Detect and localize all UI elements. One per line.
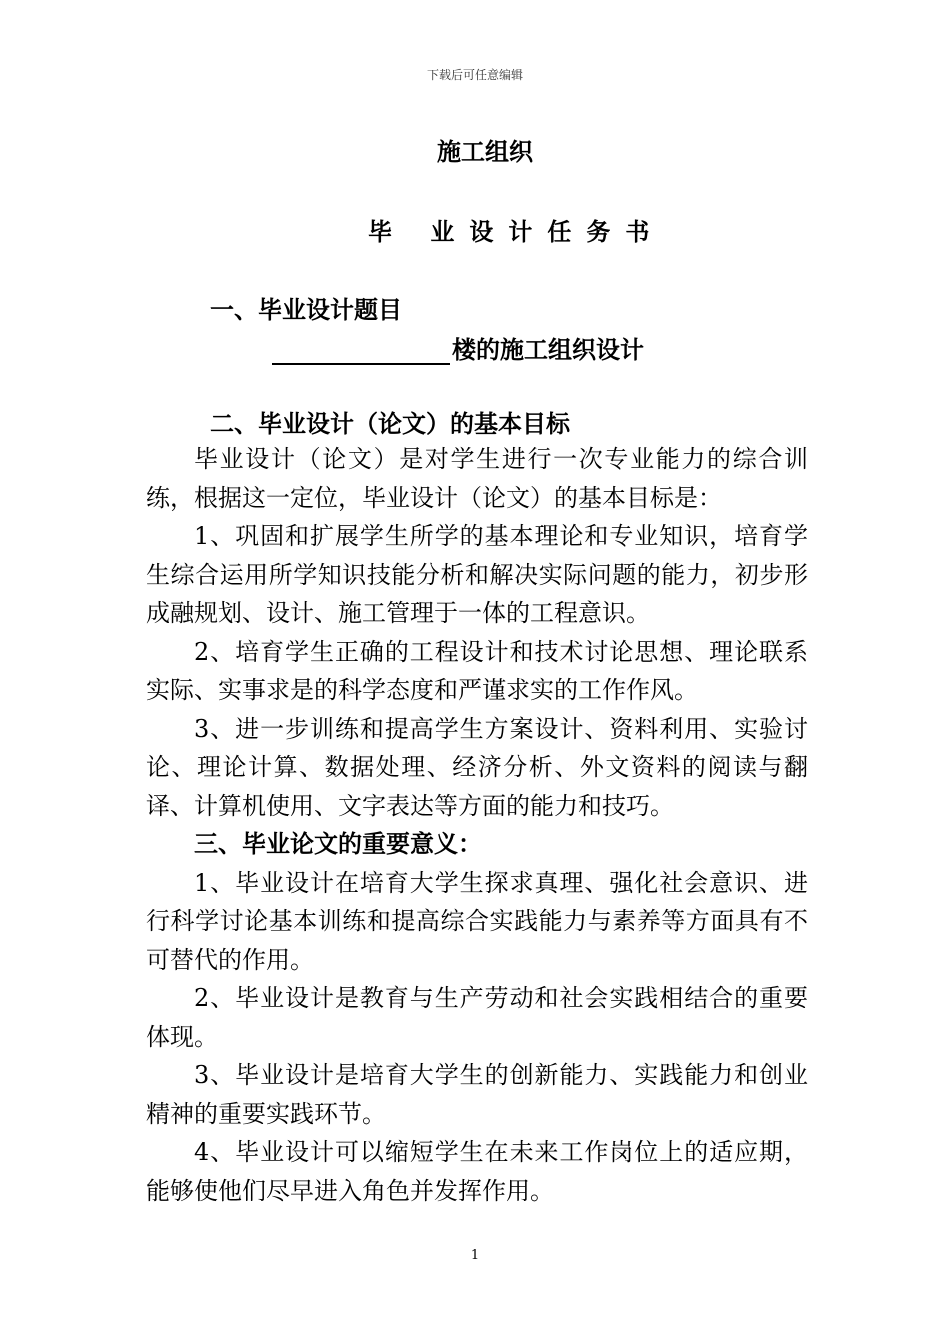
section3-heading: 三、毕业论文的重要意义：	[194, 830, 482, 858]
section3-item-3: 3、毕业设计是培育大学生的创新能力、实践能力和创业精神的重要实践环节。	[146, 1061, 808, 1128]
section3-item-4: 4、毕业设计可以缩短学生在未来工作岗位上的适应期，能够使他们尽早进入角色并发挥作用。	[146, 1138, 808, 1205]
section3-item-1: 1、毕业设计在培育大学生探求真理、强化社会意识、进行科学讨论基本训练和提高综合实践能力与素养等方面具有不可替代的作用。	[146, 868, 808, 974]
document-subtitle: 毕 业设计任务书	[368, 218, 665, 246]
topic-line	[272, 330, 644, 365]
section2-heading: 二、毕业设计（论文）的基本目标	[210, 410, 570, 438]
topic-blank-underline	[272, 339, 450, 365]
page-number: 1	[470, 1248, 480, 1263]
section2-item-1: 1、巩固和扩展学生所学的基本理论和专业知识，培育学生综合运用所学知识技能分析和解决实际问题的能力，初步形成融规划、设计、施工管理于一体的工程意识。	[146, 522, 808, 627]
header-note: 下载后可任意编辑	[426, 68, 523, 82]
section2-item-3: 3、进一步训练和提高学生方案设计、资料利用、实验讨论、理论计算、数据处理、经济分析、外文资料的阅读与翻译、计算机使用、文字表达等方面的能力和技巧。	[146, 714, 808, 820]
section2-item-2: 2、培育学生正确的工程设计和技术讨论思想、理论联系实际、实事求是的科学态度和严谨求实的工作作风。	[146, 637, 808, 704]
document-title: 施工组织	[437, 138, 533, 166]
section3-item-2: 2、毕业设计是教育与生产劳动和社会实践相结合的重要体现。	[146, 984, 808, 1051]
section2-intro: 毕业设计（论文）是对学生进行一次专业能力的综合训练，根据这一定位，毕业设计（论文）的基本目标是：	[146, 445, 808, 512]
topic-text: 楼的施工组织设计	[452, 336, 644, 364]
body-text	[146, 440, 808, 1210]
section1-heading: 一、毕业设计题目	[210, 296, 402, 324]
